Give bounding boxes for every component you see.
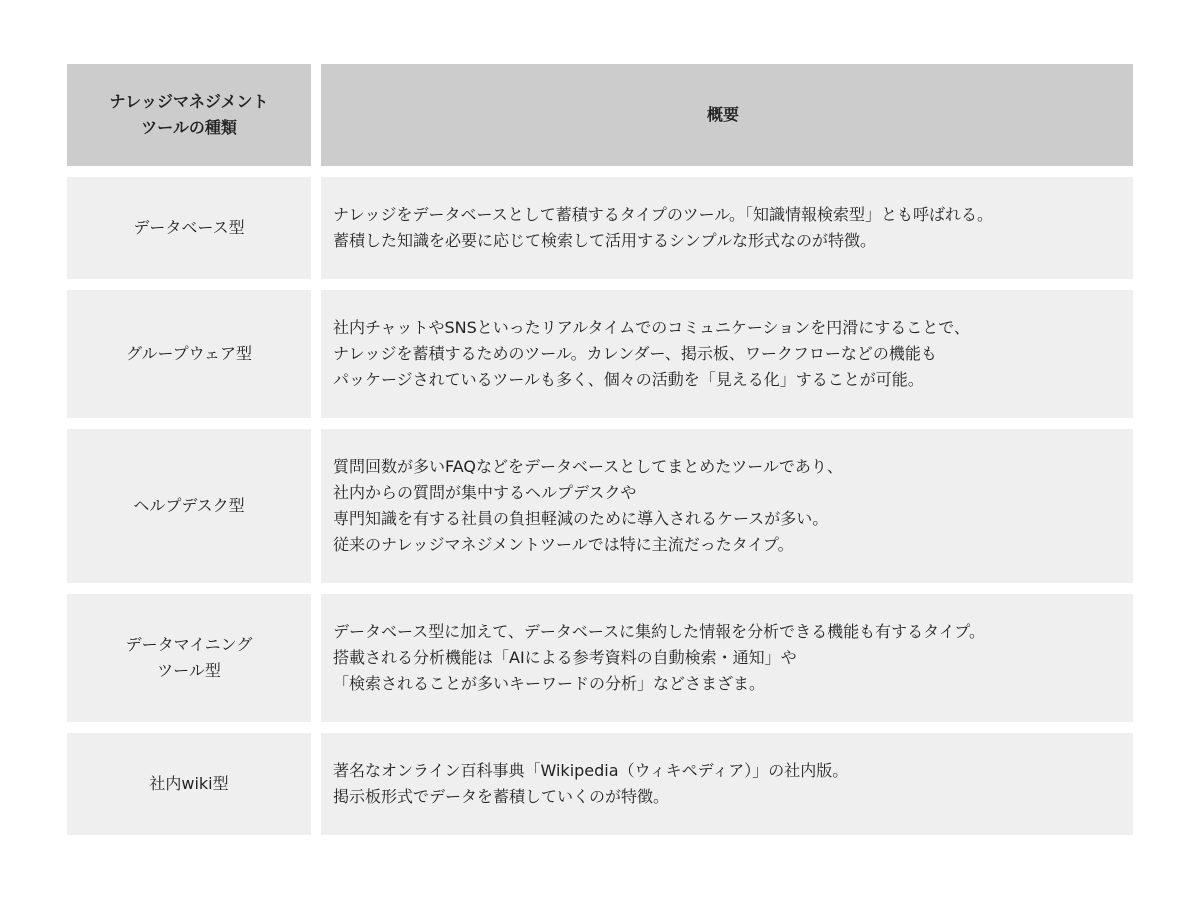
tool-type-cell: データマイニング ツール型 bbox=[67, 594, 311, 722]
tool-description-cell: 著名なオンライン百科事典「Wikipedia（ウィキペディア）」の社内版。 掲示板形式でデータを蓄積していくのが特徴。 bbox=[321, 733, 1133, 835]
table-row bbox=[67, 594, 1133, 722]
tool-type-cell: ヘルプデスク型 bbox=[67, 429, 311, 583]
tool-description-cell: 質問回数が多いFAQなどをデータベースとしてまとめたツールであり、 社内からの質問が集中するヘルプデスクや 専門知識を有する社員の負担軽減のために導入されるケースが多い。 従来のナレッジマネジメントツールでは特に主流だったタイプ。 bbox=[321, 429, 1133, 583]
table-row bbox=[67, 290, 1133, 418]
table-header-row bbox=[67, 64, 1133, 166]
tool-description-cell: 社内チャットやSNSといったリアルタイムでのコミュニケーションを円滑にすることで、 ナレッジを蓄積するためのツール。カレンダー、掲示板、ワークフローなどの機能も パッケージされているツールも多く、個々の活動を「見える化」することが可能。 bbox=[321, 290, 1133, 418]
knowledge-tools-table bbox=[67, 64, 1133, 846]
tool-type-cell: データベース型 bbox=[67, 177, 311, 279]
header-tool-type: ナレッジマネジメント ツールの種類 bbox=[67, 64, 311, 166]
tool-type-cell: グループウェア型 bbox=[67, 290, 311, 418]
tool-type-cell: 社内wiki型 bbox=[67, 733, 311, 835]
tool-description-cell: ナレッジをデータベースとして蓄積するタイプのツール。「知識情報検索型」とも呼ばれる。 蓄積した知識を必要に応じて検索して活用するシンプルな形式なのが特徴。 bbox=[321, 177, 1133, 279]
header-overview: 概要 bbox=[321, 64, 1133, 166]
table-row bbox=[67, 177, 1133, 279]
tool-description-cell: データベース型に加えて、データベースに集約した情報を分析できる機能も有するタイプ。 搭載される分析機能は「AIによる参考資料の自動検索・通知」や 「検索されることが多いキーワードの分析」などさまざま。 bbox=[321, 594, 1133, 722]
table-row bbox=[67, 733, 1133, 835]
table-row bbox=[67, 429, 1133, 583]
